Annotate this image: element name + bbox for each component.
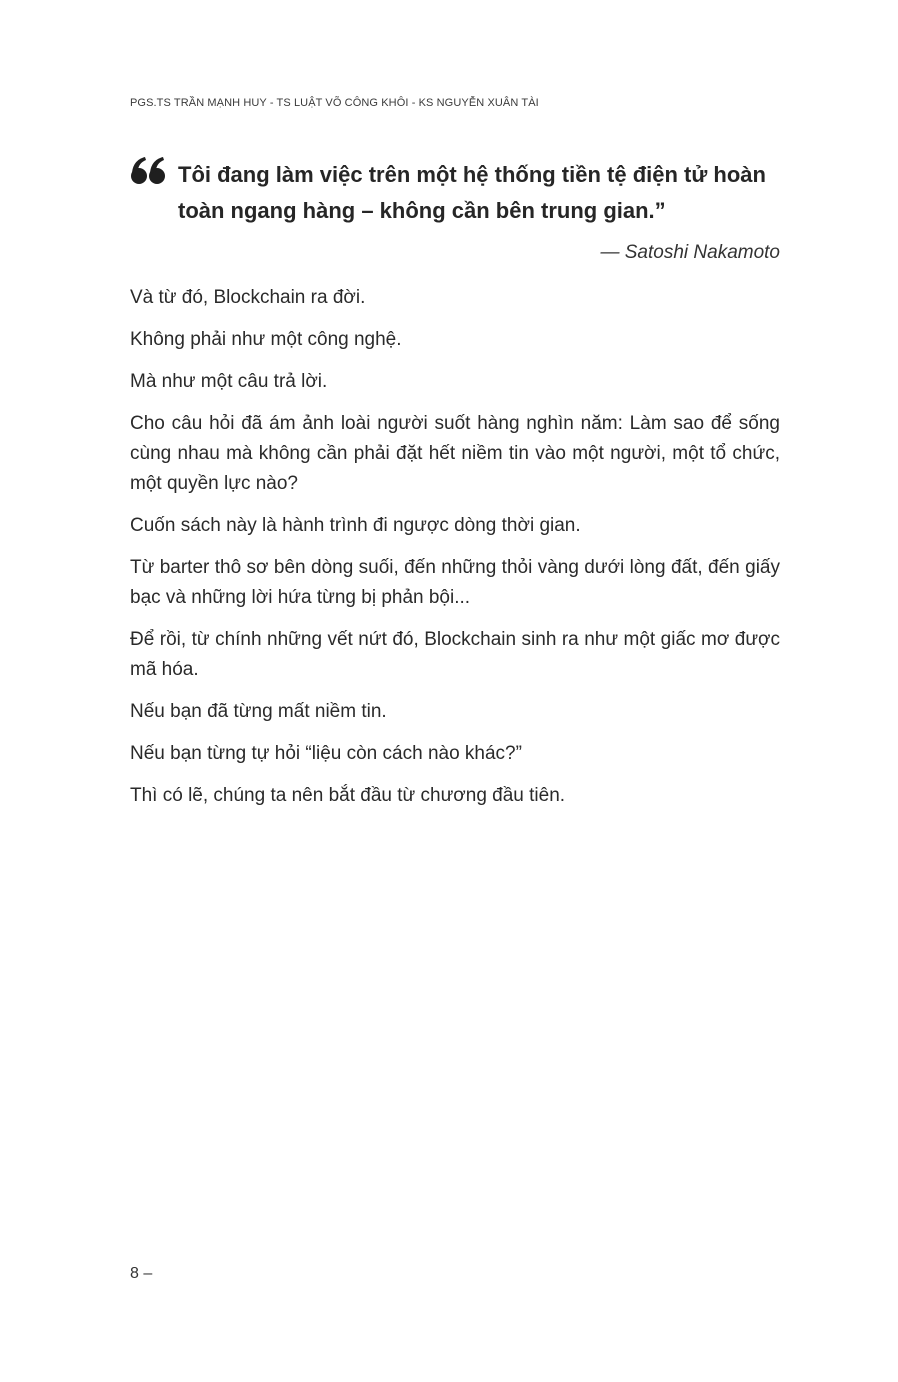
- paragraph: Cuốn sách này là hành trình đi ngược dòng thời gian.: [130, 515, 581, 536]
- body-text: [130, 283, 780, 823]
- quote-attribution: — Satoshi Nakamoto: [600, 242, 780, 263]
- page-number: 8 –: [130, 1265, 153, 1282]
- quotation-mark-icon: [130, 155, 166, 187]
- paragraph: Để rồi, từ chính những vết nứt đó, Blockchain sinh ra như một giấc mơ được mã hóa.: [130, 629, 780, 680]
- paragraph: Và từ đó, Blockchain ra đời.: [130, 287, 366, 308]
- running-header: PGS.TS TRẦN MẠNH HUY - TS LUẬT VÕ CÔNG KHÔI - KS NGUYỄN XUÂN TÀI: [130, 97, 539, 109]
- paragraph: Nếu bạn từng tự hỏi “liệu còn cách nào khác?”: [130, 743, 522, 764]
- paragraph: Cho câu hỏi đã ám ảnh loài người suốt hàng nghìn năm: Làm sao để sống cùng nhau mà không cần phải đặt hết niềm tin vào một người, một tổ chức, một quyền lực nào?: [130, 413, 780, 494]
- paragraph: Nếu bạn đã từng mất niềm tin.: [130, 701, 387, 722]
- paragraph: Thì có lẽ, chúng ta nên bắt đầu từ chương đầu tiên.: [130, 785, 566, 806]
- quote-text: Tôi đang làm việc trên một hệ thống tiền tệ điện tử hoàn toàn ngang hàng – không cần bên trung gian.”: [178, 162, 766, 223]
- paragraph: Mà như một câu trả lời.: [130, 371, 328, 392]
- paragraph: Từ barter thô sơ bên dòng suối, đến những thỏi vàng dưới lòng đất, đến giấy bạc và những lời hứa từng bị phản bội...: [130, 557, 780, 608]
- paragraph: Không phải như một công nghệ.: [130, 329, 402, 350]
